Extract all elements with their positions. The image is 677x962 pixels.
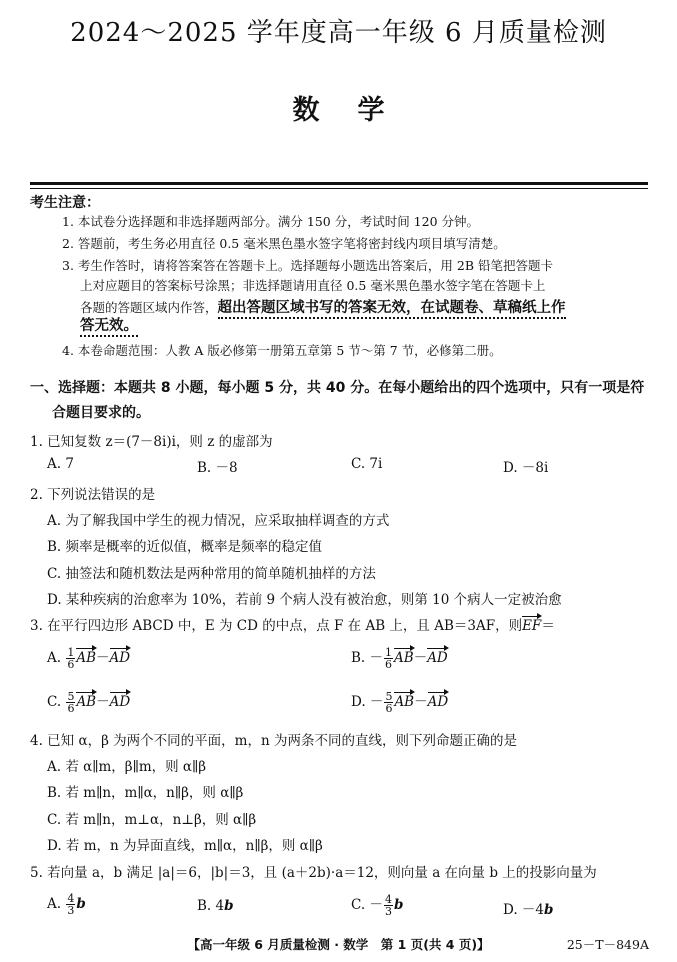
numerator: 5 <box>385 690 393 703</box>
q1-option-b: B. －8 <box>197 460 238 476</box>
numerator: 4 <box>384 893 392 906</box>
numerator: 5 <box>67 690 75 703</box>
q5-option-c <box>351 893 403 917</box>
notice-text: 各题的答题区域内作答， <box>80 300 218 315</box>
q3-option-c <box>47 690 130 714</box>
question-3 <box>30 614 555 634</box>
notice-emphasis-cont: 答无效。 <box>80 318 138 337</box>
q3-option-b <box>351 646 448 670</box>
vector-ab: AB <box>76 650 97 666</box>
denominator: 6 <box>67 702 75 715</box>
divider-thick <box>30 182 648 185</box>
vector-ad: AD <box>109 694 131 710</box>
divider-thin <box>30 188 648 189</box>
notice-item-2: 2. 答题前，考生务必用直径 0.5 毫米黑色墨水签字笔将密封线内项目填写清楚。 <box>62 236 506 251</box>
notice-emphasis: 超出答题区域书写的答案无效，在试题卷、草稿纸上作 <box>218 300 566 319</box>
q1-option-a: A. 7 <box>47 456 74 472</box>
option-letter: D. － <box>351 694 384 710</box>
option-text: D. －4 <box>503 902 545 918</box>
notice-item-3-cont: 上对应题目的答案标号涂黑；非选择题请用直径 0.5 毫米黑色墨水签字笔在答题卡上 <box>80 278 546 293</box>
vector-ab: AB <box>394 694 415 710</box>
q5-option-b <box>197 898 234 914</box>
question-5: 5. 若向量 a，b 满足 |a|＝6，|b|＝3，且 (a＋2b)·a＝12，则向量 a 在向量 b 上的投影向量为 <box>30 865 597 881</box>
vector-b: b <box>224 898 234 914</box>
option-letter: A. <box>47 650 62 666</box>
question-4: 4. 已知 α，β 为两个不同的平面，m，n 为两条不同的直线，则下列命题正确的是 <box>30 733 517 749</box>
notice-item-3-cont2 <box>80 296 566 317</box>
vector-ab: AB <box>76 694 97 710</box>
q4-option-a: A. 若 α∥m，β∥m，则 α∥β <box>47 759 207 775</box>
exam-code: 25－T－849A <box>566 937 649 952</box>
option-letter: B. － <box>351 650 384 666</box>
page-footer: 【高一年级 6 月质量检测 · 数学 第 1 页(共 4 页)】 <box>187 937 490 952</box>
fraction <box>384 647 393 670</box>
notice-item-4: 4. 本卷命题范围：人教 A 版必修第一册第五章第 5 节～第 7 节，必修第二册。 <box>62 343 502 358</box>
denominator: 3 <box>384 905 392 918</box>
q3-option-a <box>47 646 130 670</box>
subject-title: 数学 <box>292 95 423 126</box>
vector-ad: AD <box>109 650 131 666</box>
q5-option-d <box>503 898 553 918</box>
denominator: 6 <box>67 658 75 671</box>
q2-option-d: D. 某种疾病的治愈率为 10%，若前 9 个病人没有被治愈，则第 10 个病人一定被治愈 <box>47 592 562 608</box>
option-text: B. 4 <box>197 898 225 914</box>
vector-ab: AB <box>394 650 414 666</box>
option-letter: C. － <box>351 897 383 913</box>
notice-item-1: 1. 本试卷分选择题和非选择题两部分。满分 150 分，考试时间 120 分钟。 <box>62 214 480 229</box>
q2-option-b: B. 频率是概率的近似值，概率是频率的稳定值 <box>47 539 323 555</box>
fraction <box>384 691 393 714</box>
q4-option-c: C. 若 m∥n，m⊥α，n⊥β，则 α∥β <box>47 812 257 828</box>
q1-option-d: D. －8i <box>503 460 549 476</box>
q5-option-a <box>47 893 86 916</box>
vector-b: b <box>393 897 404 913</box>
q3-option-d <box>351 690 448 714</box>
numerator: 1 <box>385 646 393 659</box>
vector-ef: EF <box>522 618 542 634</box>
question-2: 2. 下列说法错误的是 <box>30 487 156 503</box>
denominator: 6 <box>385 658 393 671</box>
notice-heading: 考生注意： <box>30 195 100 211</box>
denominator: 3 <box>67 904 75 917</box>
vector-ad: AD <box>427 650 448 666</box>
numerator: 1 <box>67 646 75 659</box>
vector-b: b <box>76 896 86 912</box>
vector-b: b <box>544 902 554 918</box>
question-1: 1. 已知复数 z＝(7－8i)i，则 z 的虚部为 <box>30 434 273 450</box>
minus-sign: － <box>414 694 428 710</box>
q2-option-c: C. 抽签法和随机数法是两种常用的简单随机抽样的方法 <box>47 566 376 582</box>
q1-option-c: C. 7i <box>351 456 383 472</box>
q4-option-b: B. 若 m∥n，m∥α，n∥β，则 α∥β <box>47 785 244 801</box>
numerator: 4 <box>67 892 75 905</box>
notice-item-3: 3. 考生作答时，请将答案答在答题卡上。选择题每小题选出答案后，用 2B 铅笔把答题卡 <box>62 258 553 273</box>
q2-option-a: A. 为了解我国中学生的视力情况，应采取抽样调查的方式 <box>47 513 390 529</box>
fraction <box>66 691 75 714</box>
section-heading: 一、选择题：本题共 8 小题，每小题 5 分，共 40 分。在每小题给出的四个选项中，只有一项是符 <box>30 380 645 396</box>
minus-sign: － <box>413 650 428 666</box>
option-letter: A. <box>47 896 62 912</box>
exam-title: 2024～2025 学年度高一年级 6 月质量检测 <box>70 18 607 48</box>
fraction <box>66 893 75 916</box>
notice-emphasis-end <box>80 314 138 335</box>
denominator: 6 <box>385 702 393 715</box>
vector-ad: AD <box>427 694 449 710</box>
q4-option-d: D. 若 m，n 为异面直线，m∥α，n∥β，则 α∥β <box>47 838 323 854</box>
minus-sign: － <box>96 694 110 710</box>
fraction <box>66 647 75 670</box>
section-heading-cont: 合题目要求的。 <box>52 405 150 421</box>
q3-equals: ＝ <box>541 618 555 634</box>
option-letter: C. <box>47 694 62 710</box>
q3-stem: 3. 在平行四边形 ABCD 中，E 为 CD 的中点，点 F 在 AB 上，且 AB＝3AF，则 <box>30 618 523 634</box>
fraction <box>384 894 393 917</box>
minus-sign: － <box>96 650 110 666</box>
